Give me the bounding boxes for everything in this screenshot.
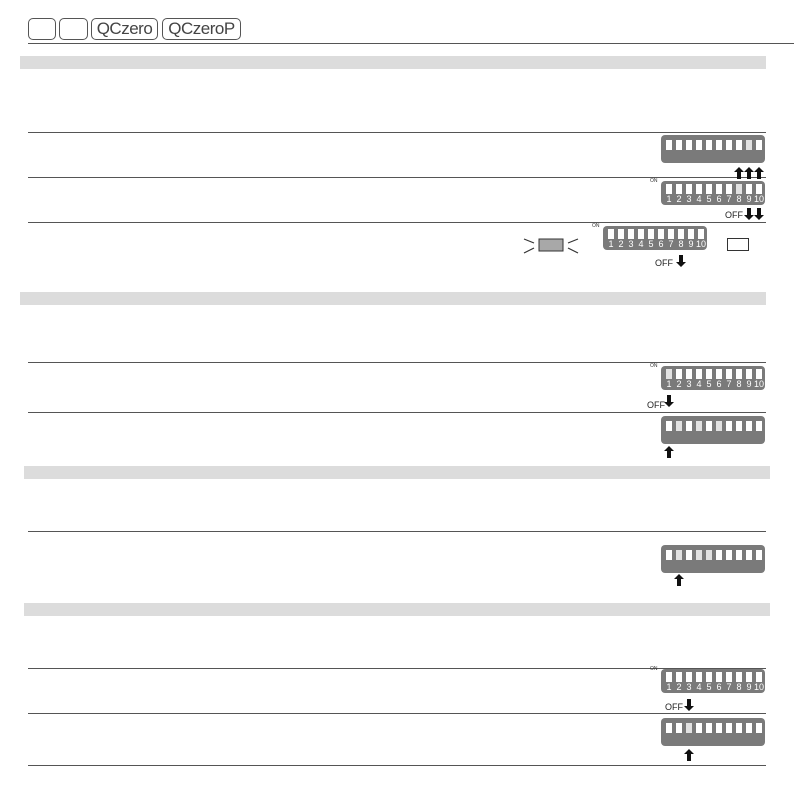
dip-toggle-10 [756,140,762,150]
dip-toggle-5 [706,723,712,733]
dip-toggle-6 [716,672,722,682]
dip-number-label: 7 [726,682,732,692]
dip-number-label: 10 [754,682,765,692]
dip-toggle-8 [736,723,742,733]
dip-number-label: 3 [686,379,692,389]
arrow-up-icon [754,166,764,178]
dip-toggle-3 [628,229,634,239]
dip-toggle-4 [696,672,702,682]
dip-number-label: 1 [666,682,672,692]
dip-toggle-7 [668,229,674,239]
led-off-icon [727,238,749,251]
arrow-up-icon [744,166,754,178]
dip-number-label: 5 [706,682,712,692]
dip-number-label: 2 [676,682,682,692]
dip-number-label: 3 [686,194,692,204]
dip-number-label: 5 [706,379,712,389]
tag-qczerop: QCzeroP [162,18,241,40]
dip-number-label: 4 [696,194,702,204]
dip-number-label: 1 [666,194,672,204]
dip-toggle-7 [726,723,732,733]
row-divider [28,132,766,133]
dip-number-label: 6 [716,194,722,204]
tag-blank-2 [59,18,88,40]
dip-off-label: OFF [647,400,665,410]
dip-toggle-3 [686,140,692,150]
dip-number-label: 2 [676,379,682,389]
dip-toggle-10 [756,550,762,560]
dip-toggle-10 [756,184,762,194]
dip-toggle-5 [706,369,712,379]
dip-toggle-4 [696,369,702,379]
dip-toggle-2 [676,421,682,431]
section-band-4 [24,603,770,616]
dip-number-label: 8 [736,194,742,204]
dip-toggle-5 [706,421,712,431]
dip-toggle-2 [676,723,682,733]
dip-toggle-10 [756,421,762,431]
dip-number-label: 4 [696,682,702,692]
dip-number-label: 3 [686,682,692,692]
dip-toggle-4 [696,184,702,194]
dip-number-label: 7 [726,194,732,204]
dip-toggle-4 [696,723,702,733]
dip-toggle-1 [608,229,614,239]
dip-number-label: 4 [696,379,702,389]
dip-number-label: 9 [746,682,752,692]
dip-number-label: 8 [678,239,684,249]
dip-number-label: 10 [754,194,765,204]
arrow-up-icon [674,573,684,585]
dip-toggle-2 [676,672,682,682]
dip-toggle-6 [716,723,722,733]
dip-toggle-5 [706,140,712,150]
arrow-down-icon [744,207,754,219]
dip-toggle-9 [688,229,694,239]
dip-toggle-8 [736,140,742,150]
dip-number-label: 10 [754,379,765,389]
dip-number-label: 8 [736,379,742,389]
dip-number-label: 5 [706,194,712,204]
dip-toggle-10 [698,229,704,239]
dip-number-label: 1 [666,379,672,389]
dip-toggle-1 [666,672,672,682]
dip-off-label: OFF [725,210,743,220]
dip-toggle-4 [696,140,702,150]
dip-toggle-6 [716,369,722,379]
arrow-down-icon [676,254,686,266]
dip-toggle-1 [666,550,672,560]
dip-off-label: OFF [655,258,673,268]
dip-number-label: 5 [648,239,654,249]
dip-toggle-9 [746,421,752,431]
dip-toggle-5 [706,184,712,194]
dip-toggle-10 [756,369,762,379]
dip-number-label: 6 [658,239,664,249]
dip-toggle-3 [686,723,692,733]
dip-toggle-3 [686,550,692,560]
row-divider [28,222,766,223]
dip-number-label: 2 [676,194,682,204]
dip-toggle-9 [746,140,752,150]
dip-number-label: 2 [618,239,624,249]
dip-toggle-8 [736,184,742,194]
dip-toggle-7 [726,672,732,682]
dip-number-label: 1 [608,239,614,249]
dip-toggle-8 [736,421,742,431]
dip-toggle-9 [746,184,752,194]
dip-toggle-2 [618,229,624,239]
dip-toggle-6 [716,184,722,194]
dip-toggle-2 [676,184,682,194]
arrow-up-icon [684,748,694,760]
dip-toggle-9 [746,369,752,379]
dip-toggle-4 [638,229,644,239]
dip-toggle-9 [746,723,752,733]
dip-toggle-4 [696,421,702,431]
arrow-down-icon [754,207,764,219]
dip-toggle-1 [666,184,672,194]
arrow-down-icon [664,394,674,406]
dip-toggle-1 [666,140,672,150]
dip-number-label: 8 [736,682,742,692]
dip-toggle-3 [686,672,692,682]
dip-toggle-2 [676,140,682,150]
dip-toggle-2 [676,550,682,560]
dip-toggle-5 [706,672,712,682]
dip-on-label: ON [650,666,658,672]
dip-toggle-10 [756,723,762,733]
dip-toggle-8 [736,369,742,379]
dip-number-label: 9 [688,239,694,249]
dip-toggle-8 [736,672,742,682]
section-band-3 [24,466,770,479]
dip-on-label: ON [592,223,600,229]
dip-toggle-7 [726,184,732,194]
dip-on-label: ON [650,178,658,184]
dip-number-label: 7 [726,379,732,389]
tag-blank-1 [28,18,56,40]
dip-toggle-3 [686,184,692,194]
dip-toggle-7 [726,550,732,560]
dip-on-label: ON [650,363,658,369]
dip-toggle-1 [666,369,672,379]
dip-number-label: 9 [746,379,752,389]
arrow-down-icon [684,698,694,710]
dip-toggle-6 [658,229,664,239]
dip-number-label: 4 [638,239,644,249]
dip-toggle-7 [726,421,732,431]
dip-number-label: 6 [716,682,722,692]
dip-toggle-7 [726,140,732,150]
dip-number-label: 6 [716,379,722,389]
dip-toggle-3 [686,369,692,379]
section-band-1 [20,56,766,69]
row-divider [28,765,766,766]
arrow-up-icon [664,445,674,457]
section-band-2 [20,292,766,305]
dip-toggle-8 [736,550,742,560]
dip-toggle-5 [706,550,712,560]
dip-number-label: 9 [746,194,752,204]
dip-toggle-6 [716,421,722,431]
dip-toggle-1 [666,421,672,431]
header-rule [28,43,794,44]
dip-number-label: 7 [668,239,674,249]
dip-toggle-9 [746,672,752,682]
dip-toggle-6 [716,140,722,150]
row-divider [28,531,766,532]
dip-toggle-2 [676,369,682,379]
dip-toggle-4 [696,550,702,560]
arrow-up-icon [734,166,744,178]
dip-toggle-7 [726,369,732,379]
dip-toggle-9 [746,550,752,560]
dip-toggle-3 [686,421,692,431]
dip-toggle-1 [666,723,672,733]
dip-number-label: 3 [628,239,634,249]
led-blink-icon [520,230,582,260]
dip-number-label: 10 [696,239,707,249]
row-divider [28,412,766,413]
tag-qczero: QCzero [91,18,158,40]
dip-toggle-6 [716,550,722,560]
dip-toggle-8 [678,229,684,239]
dip-toggle-10 [756,672,762,682]
dip-off-label: OFF [665,702,683,712]
row-divider [28,713,766,714]
dip-toggle-5 [648,229,654,239]
